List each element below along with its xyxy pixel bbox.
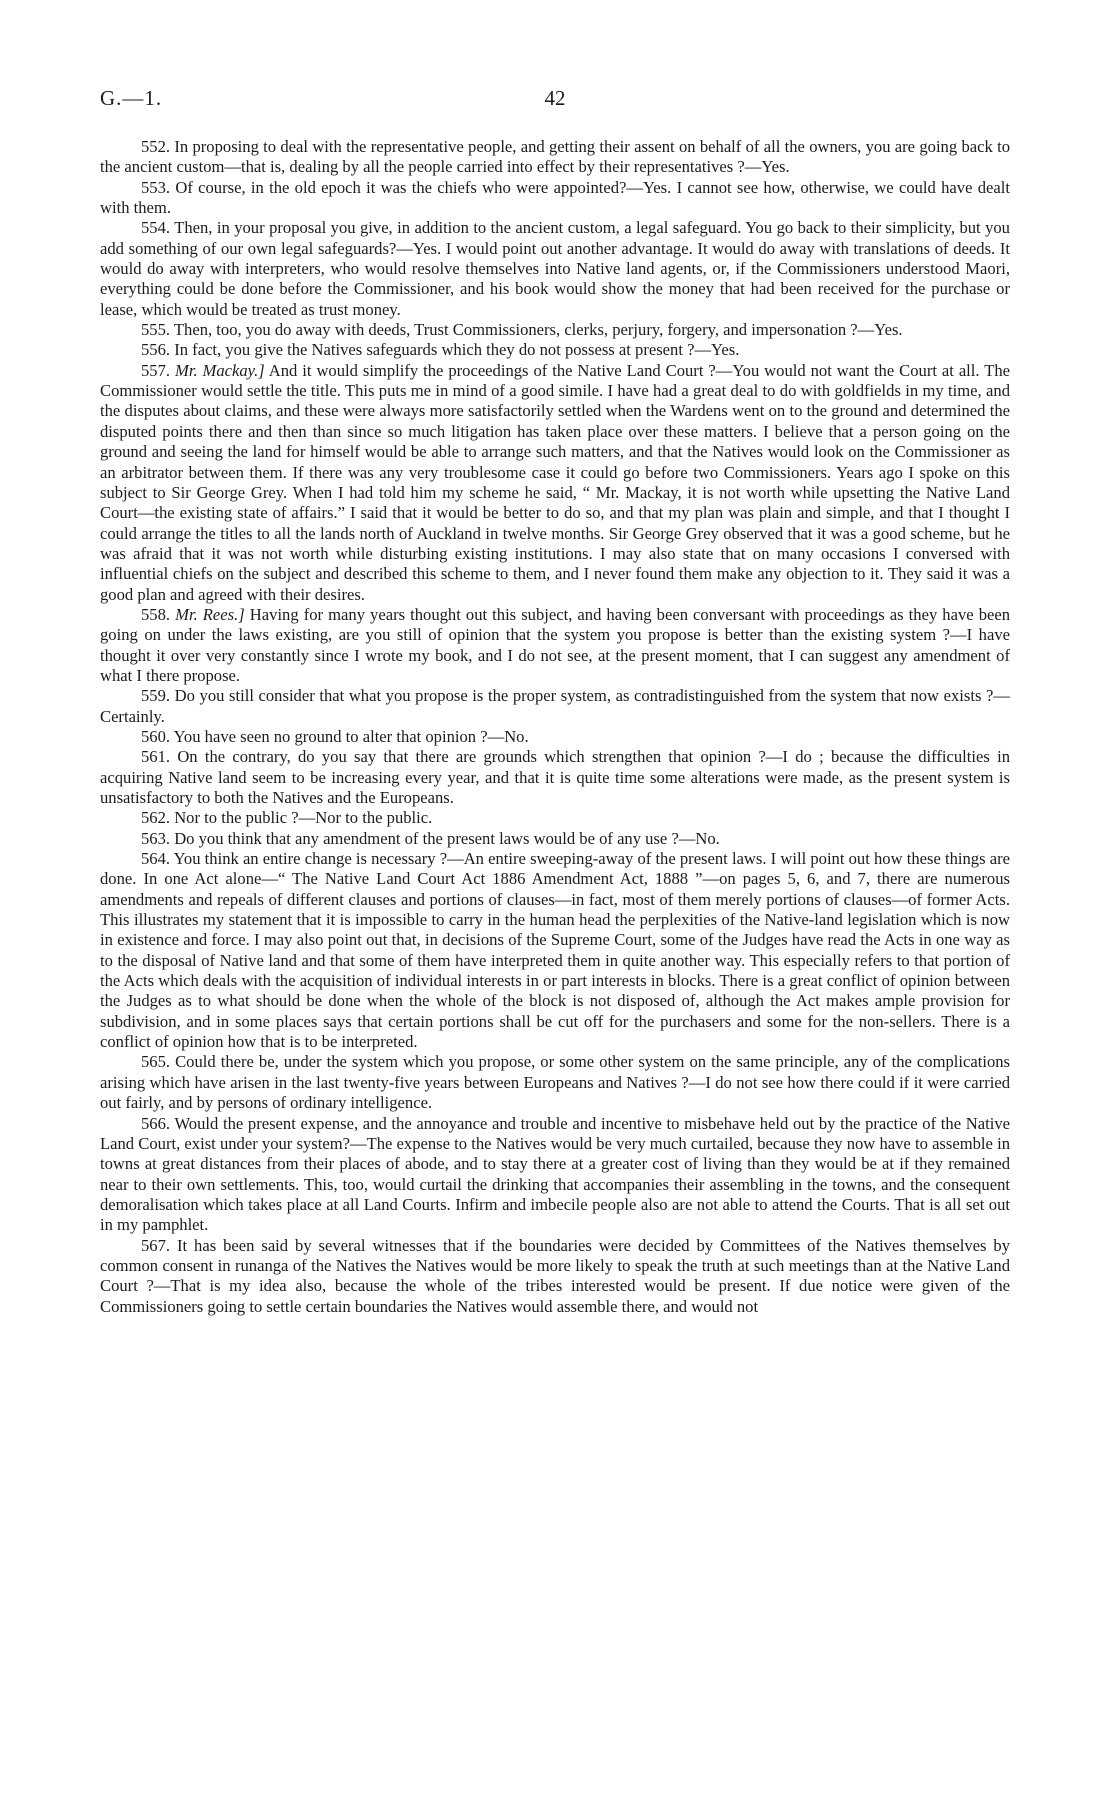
speaker-name: Mr. Rees.] xyxy=(175,604,245,624)
paragraph-number: 556. xyxy=(141,340,171,360)
page-number: 42 xyxy=(544,86,566,110)
paragraph-561 xyxy=(100,747,1010,808)
paragraph-text: Would the present expense, and the annoyance and trouble and incentive to misbehave held out by the practice of the Native Land Court, exist under your system?—The expense to the Natives would be very much curtailed, because they now have to assemble in towns at great distances from their places of abode, and to stay there at a greater cost of living than they would be at if they remained near to their own settlements. This, too, would curtail the drinking that accompanies their assembling in the towns, and the consequent demoralisation which takes place at all Land Courts. Infirm and imbecile people also are not able to attend the Courts. That is all set out in my pamphlet. xyxy=(100,1113,1010,1235)
paragraph-560 xyxy=(100,727,1010,747)
paragraph-text: Then, too, you do away with deeds, Trust Commissioners, clerks, perjury, forgery, and impersonation ?—Yes. xyxy=(173,320,903,340)
paragraph-number: 567. xyxy=(141,1235,171,1255)
paragraph-559 xyxy=(100,686,1010,727)
paragraph-number: 561. xyxy=(141,747,171,767)
document-body xyxy=(100,137,1010,1317)
paragraph-text: On the contrary, do you say that there are grounds which strengthen that opinion ?—I do ; because the difficulties in acquiring Native land seem to be increasing every year, and that it is quite time some alterations were made, as the present system is unsatisfactory to both the Natives and the Europeans. xyxy=(100,747,1010,807)
paragraph-text: Then, in your proposal you give, in addition to the ancient custom, a legal safeguard. You go back to their simplicity, but you add something of our own legal safeguards?—Yes. I would point out another advantage. It would do away with translations of deeds. It would do away with interpreters, who would resolve themselves into Native land agents, or, if the Commissioners understood Maori, everything could be done before the Commissioner, and his book would show the money that had been received for the purchase or lease, which would be treated as trust money. xyxy=(100,218,1010,319)
paragraph-566 xyxy=(100,1114,1010,1236)
paragraph-558 xyxy=(100,605,1010,686)
paragraph-text: Could there be, under the system which you propose, or some other system on the same principle, any of the complications arising which have arisen in the last twenty-five years between Europeans and Natives ?—I do not see how there could if it were carried out fairly, and by persons of ordinary intelligence. xyxy=(100,1052,1010,1113)
paragraph-number: 560. xyxy=(141,726,171,746)
paragraph-number: 558. xyxy=(141,604,171,624)
paragraph-text: Do you think that any amendment of the present laws would be of any use ?—No. xyxy=(174,828,720,848)
paragraph-number: 565. xyxy=(141,1052,171,1072)
paragraph-text: You have seen no ground to alter that opinion ?—No. xyxy=(173,726,529,746)
paragraph-number: 553. xyxy=(141,177,171,197)
paragraph-text: Nor to the public ?—Nor to the public. xyxy=(174,808,433,828)
paragraph-number: 559. xyxy=(141,686,171,706)
paragraph-text: And it would simplify the proceedings of the Native Land Court ?—You would not want the Court at all. The Commissioner would settle the title. This puts me in mind of a good simile. I have had a great deal to do with goldfields in my time, and the disputes about claims, and these were always more satisfactorily settled when the Wardens went on to the ground and determined the disputed points there and then than since so much litigation has taken place over these matters. I believe that a person going on the ground and seeing the land for himself would be able to arrange such matters, and that the Natives would look on the Commissioner as an arbitrator between them. If there was any very troublesome case it could go before two Commissioners. Years ago I spoke on this subject to Sir George Grey. When I had told him my scheme he said, “ Mr. Mackay, it is not worth while upsetting the Native Land Court—the existing state of affairs.” I said that it would be better to do so, and that my plan was plain and simple, and that I thought I could arrange the titles to all the lands north of Auckland in twelve months. Sir George Grey observed that it was a good scheme, but he was afraid that it was not worth while disturbing existing institutions. I may also state that on many occasions I conversed with influential chiefs on the subject and described this scheme to them, and I never found them make any objection to it. They said it was a good plan and agreed with their desires. xyxy=(100,360,1010,604)
paragraph-555 xyxy=(100,320,1010,340)
document-reference: G.—1. xyxy=(100,86,163,110)
paragraph-number: 566. xyxy=(141,1113,171,1133)
paragraph-text: Having for many years thought out this subject, and having been conversant with proceedings as they have been going on under the laws existing, are you still of opinion that the system you propose is better than the existing system ?—I have thought it over very constantly since I wrote my book, and I do not see, at the present moment, that I can suggest any amendment of what I there propose. xyxy=(100,604,1011,685)
paragraph-text: Do you still consider that what you propose is the proper system, as contradistinguished from the system that now exists ?—Certainly. xyxy=(100,686,1010,726)
speaker-name: Mr. Mackay.] xyxy=(175,360,265,380)
paragraph-564 xyxy=(100,849,1010,1052)
paragraph-567 xyxy=(100,1236,1010,1317)
paragraph-556 xyxy=(100,340,1010,360)
paragraph-562 xyxy=(100,808,1010,828)
paragraph-563 xyxy=(100,829,1010,849)
paragraph-number: 557. xyxy=(141,360,171,380)
paragraph-number: 552. xyxy=(141,137,171,156)
paragraph-text: It has been said by several witnesses that if the boundaries were decided by Committees of the Natives themselves by common consent in runanga of the Natives the Natives would be more likely to speak the truth at such meetings than at the Native Land Court ?—That is my idea also, because the whole of the tribes interested would be present. If due notice were given of the Commissioners going to settle certain boundaries the Natives would assemble there, and would not xyxy=(100,1235,1010,1316)
page-header xyxy=(100,86,1010,112)
paragraph-565 xyxy=(100,1052,1010,1113)
paragraph-number: 555. xyxy=(141,320,171,340)
paragraph-number: 563. xyxy=(141,828,171,848)
paragraph-number: 554. xyxy=(141,218,171,238)
paragraph-number: 564. xyxy=(141,849,171,869)
paragraph-text: Of course, in the old epoch it was the chiefs who were appointed?—Yes. I cannot see how, otherwise, we could have dealt with them. xyxy=(100,177,1010,218)
paragraph-number: 562. xyxy=(141,808,171,828)
paragraph-text: You think an entire change is necessary ?—An entire sweeping-away of the present laws. I will point out how these things are done. In one Act alone—“ The Native Land Court Act 1886 Amendment Act, 1888 ”—on pages 5, 6, and 7, there are numerous amendments and repeals of different clauses and portions of clauses—in fact, most of them merely portions of clauses—of former Acts. This illustrates my statement that it is impossible to carry in the human head the perplexities of the Native-land legislation which is now in existence and force. I may also point out that, in decisions of the Supreme Court, some of the Judges have read the Acts in one way as to the disposal of Native land and that some of them have interpreted them in quite another way. This especially refers to that portion of the Acts which deals with the acquisition of individual interests in or part interests in blocks. There is a great conflict of opinion between the Judges as to what should be done when the whole of the block is not disposed of, although the Act makes ample provision for subdivision, and in some places says that certain portions shall be cut off for the purchasers and some for the non-sellers. There is a conflict of opinion how that is to be interpreted. xyxy=(100,849,1010,1052)
paragraph-553 xyxy=(100,178,1010,219)
paragraph-554 xyxy=(100,218,1010,320)
paragraph-557 xyxy=(100,361,1010,605)
paragraph-text: In fact, you give the Natives safeguards which they do not possess at present ?—Yes. xyxy=(174,340,740,360)
paragraph-text: In proposing to deal with the representative people, and getting their assent on behalf of all the owners, you are going back to the ancient custom—that is, dealing by all the people carried into effect by their representatives ?—Yes. xyxy=(100,137,1010,177)
paragraph-552 xyxy=(100,137,1010,178)
